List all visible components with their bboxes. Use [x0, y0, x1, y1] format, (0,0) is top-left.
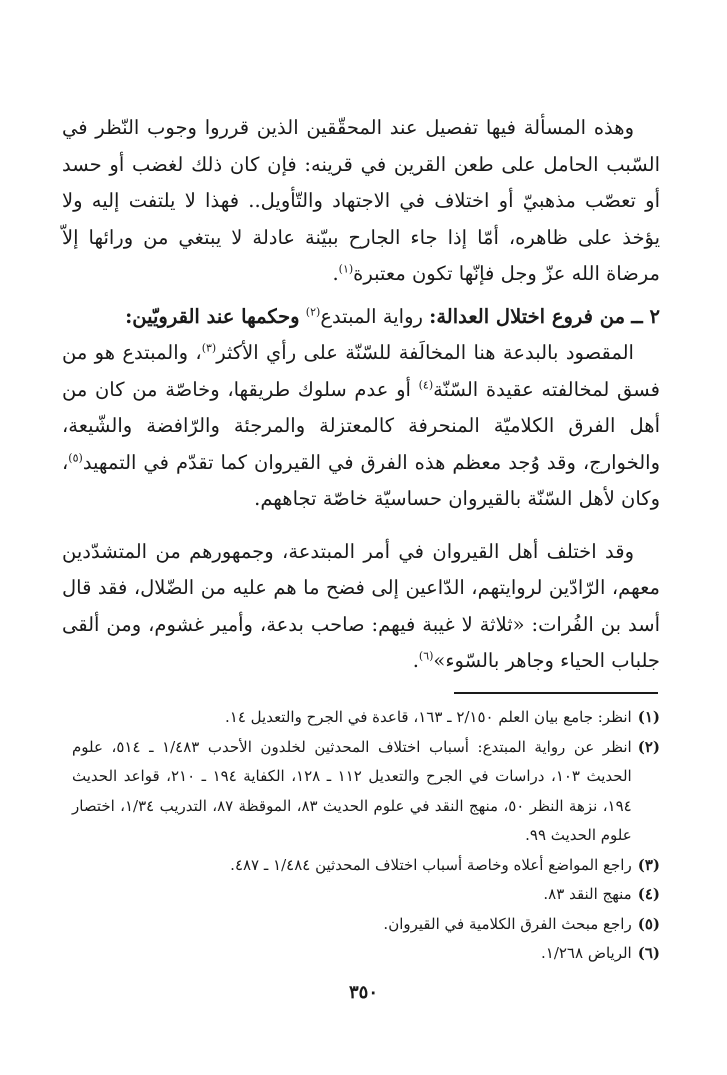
paragraph-2-d: ، وكان لأهل السّنّة بالقيروان حساسيّة خاصّة تجاههم.	[62, 450, 660, 510]
footnote-ref-1: (١)	[338, 262, 354, 276]
page-number: ٣٥٠	[348, 982, 378, 1003]
footnote-text: الرياض ١/٢٦٨.	[540, 944, 632, 962]
footnote-text: منهج النقد ٨٣.	[543, 885, 632, 903]
paragraph-1	[62, 110, 660, 293]
footnote-text: انظر عن رواية المبتدع: أسباب اختلاف المحدثين لخلدون الأحدب ١/٤٨٣ ـ ٥١٤، علوم الحديث ١٠٣، دراسات في الجرح والتعديل ١١٢ ـ ١٢٨، الكفاية ١٩٤ ـ ٢١٠، قواعد الحديث ١٩٤، نزهة النظر ٥٠، منهج النقد في علوم الحديث ٨٣، الموقظة ٨٧، التدريب ١/٣٤، اختصار علوم الحديث ٩٩.	[72, 737, 632, 844]
footnote-number: (٥)	[637, 914, 660, 933]
main-text	[62, 110, 660, 680]
footnote-text: راجع مبحث الفرق الكلامية في القيروان.	[383, 914, 632, 933]
footnote-1	[72, 703, 660, 733]
footnote-ref-5: (٥)	[68, 451, 83, 464]
footnotes-list	[72, 703, 660, 969]
section-heading-b: رواية المبتدع	[320, 304, 423, 328]
paragraph-2-a: المقصود بالبدعة هنا المخالَفة للسّنّة على رأي الأكثر	[216, 341, 634, 364]
footnote-2	[72, 733, 660, 851]
section-heading	[62, 299, 660, 336]
section-heading-c: وحكمها عند القرويّين:	[125, 304, 300, 328]
paragraph-3	[62, 534, 660, 680]
paragraph-3-end: .	[412, 649, 419, 672]
section-heading-a: من فروع اختلال العدالة:	[429, 304, 626, 328]
footnote-ref-4: (٤)	[418, 378, 434, 391]
paragraph-1-end: .	[332, 262, 339, 285]
paragraph-1-text: وهذه المسألة فيها تفصيل عند المحقّقين الذين قرروا وجوب النّظر في السّبب الحامل على طعن القرين في قرينه: فإن كان ذلك لغضب أو حسد أو تعصّب مذهبيّ أو اختلاف في الاجتهاد والتّأويل.. فهذا لا يلتفت إليه ولا يؤخذ على ظاهره، أمّا إذا جاء الجارح ببيّنة عادلة لا يبتغي من ورائها إلاّ مرضاة الله عزّ وجل فإنّها تكون معتبرة	[62, 116, 660, 285]
paragraph-2-c: أو عدم سلوك طريقها، وخاصّة من كان من أهل الفرق الكلاميّة المنحرفة كالمعتزلة والمرجئة والرّافضة والشّيعة، والخوارج، وقد وُجد معظم هذه الفرق في القيروان كما تقدّم في التمهيد	[62, 377, 660, 474]
footnote-ref-3: (٣)	[201, 341, 217, 355]
footnote-number: (٢)	[637, 737, 660, 756]
footnote-text: انظر: جامع بيان العلم ٢/١٥٠ ـ ١٦٣، قاعدة في الجرح والتعديل ١٤.	[224, 708, 632, 726]
footnote-number: (١)	[637, 708, 660, 726]
section-number: ٢ ــ	[631, 304, 660, 328]
footnote-5	[72, 910, 660, 940]
footnote-3	[72, 851, 660, 881]
footnote-6	[72, 939, 660, 969]
footnote-number: (٦)	[637, 944, 660, 962]
paragraph-2-b: ، والمبتدع هو من فسق لمخالفته عقيدة السّنّة	[62, 341, 660, 401]
footnote-text: راجع المواضع أعلاه وخاصة أسباب اختلاف المحدثين ١/٤٨٤ ـ ٤٨٧.	[230, 855, 632, 874]
footnote-ref-2: (٢)	[305, 305, 321, 318]
paragraph-2	[62, 335, 660, 518]
footnote-number: (٣)	[637, 855, 660, 874]
footnote-separator	[454, 692, 658, 694]
footnote-4	[72, 880, 660, 910]
footnote-number: (٤)	[637, 885, 660, 903]
footnote-ref-6: (٦)	[418, 649, 434, 663]
paragraph-3-text: وقد اختلف أهل القيروان في أمر المبتدعة، وجمهورهم من المتشدّدين معهم، الرّادّين لروايتهم، الدّاعين إلى فضح ما هم عليه من الضّلال، فقد قال أسد بن الفُرات: «ثلاثة لا غيبة فيهم: صاحب بدعة، وأمير غشوم، ومن ألقى جلباب الحياء وجاهر بالسّوء»	[62, 539, 660, 672]
